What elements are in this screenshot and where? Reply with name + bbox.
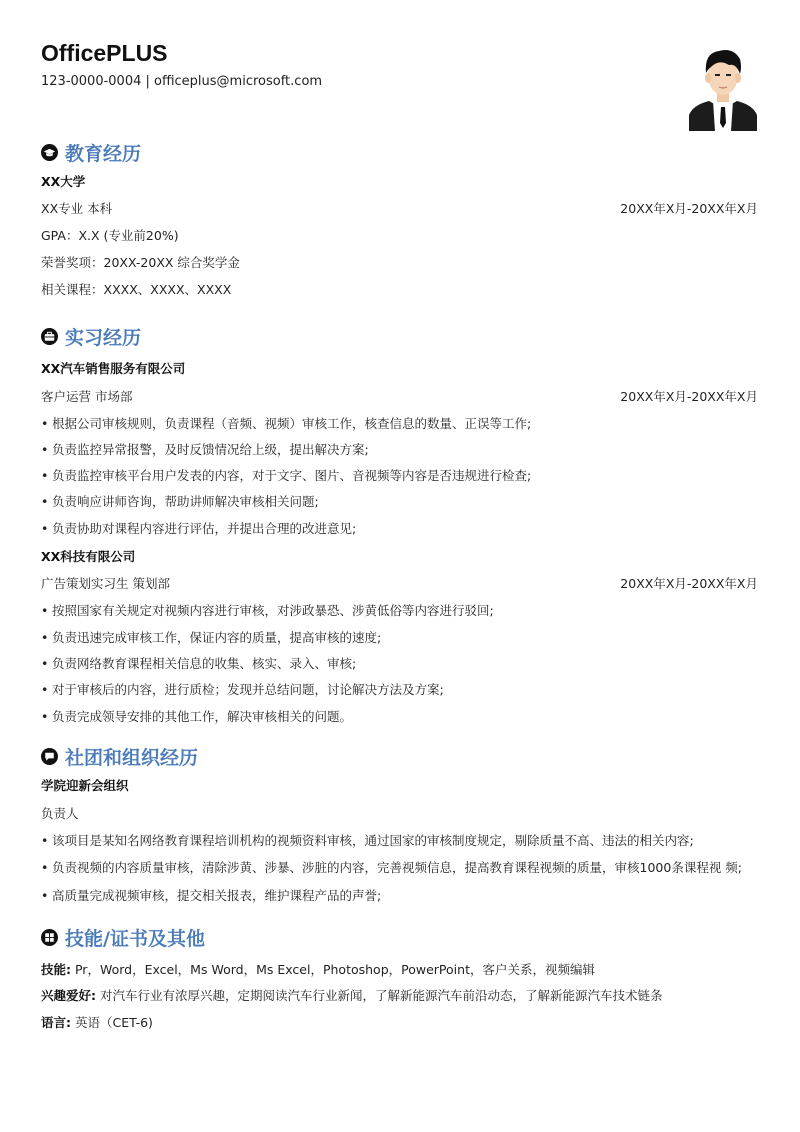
club-bullet: • 负责视频的内容质量审核，清除涉黄、涉暴、涉脏的内容，完善视频信息，提高教育课程视频的质量，审核1000条课程视 频; bbox=[41, 858, 742, 876]
job-bullet: • 根据公司审核规则，负责课程（音频、视频）审核工作，核查信息的数量、正误等工作; bbox=[41, 414, 531, 432]
language-value: 英语（CET-6) bbox=[74, 1015, 153, 1030]
job-bullet: • 负责监控审核平台用户发表的内容，对于文字、图片、音视频等内容是否违规进行检查; bbox=[41, 466, 531, 484]
section-club bbox=[41, 743, 198, 770]
section-title-club: 社团和组织经历 bbox=[65, 747, 199, 769]
job-bullet: • 负责迅速完成审核工作，保证内容的质量，提高审核的速度; bbox=[41, 628, 381, 646]
company-name: XX科技有限公司 bbox=[41, 549, 136, 564]
job-role: 广告策划实习生 策划部 bbox=[41, 576, 170, 591]
skills-value: Pr，Word，Excel，Ms Word，Ms Excel，Photoshop，PowerPoint，客户关系，视频编辑 bbox=[74, 962, 595, 977]
hobby-line bbox=[41, 986, 663, 1004]
education-date: 20XX年X月-20XX年X月 bbox=[620, 201, 758, 216]
skills-line bbox=[41, 960, 595, 978]
contact-info: 123-0000-0004 | officeplus@microsoft.com bbox=[41, 74, 323, 89]
language-label: 语言: bbox=[41, 1015, 71, 1030]
gpa: GPA：X.X (专业前20%) bbox=[41, 228, 179, 243]
hobby-value: 对汽车行业有浓厚兴趣，定期阅读汽车行业新闻，了解新能源汽车前沿动态，了解新能源汽车技术链条 bbox=[99, 988, 663, 1003]
job-bullet: • 对于审核后的内容，进行质检；发现并总结问题，讨论解决方法及方案; bbox=[41, 680, 444, 698]
chat-bubble-icon bbox=[41, 748, 58, 765]
graduation-cap-icon bbox=[41, 144, 58, 161]
candidate-name: OfficePLUS bbox=[41, 40, 168, 66]
job-bullet: • 负责网络教育课程相关信息的收集、核实、录入、审核; bbox=[41, 654, 356, 672]
language-line bbox=[41, 1013, 153, 1031]
section-title-internship: 实习经历 bbox=[65, 327, 142, 349]
club-bullet: • 高质量完成视频审核，提交相关报表，维护课程产品的声誉; bbox=[41, 886, 381, 904]
section-education bbox=[41, 139, 141, 166]
avatar bbox=[689, 43, 757, 131]
section-title-education: 教育经历 bbox=[65, 143, 142, 165]
skills-label: 技能: bbox=[41, 962, 71, 977]
job-date: 20XX年X月-20XX年X月 bbox=[620, 389, 758, 404]
job-bullet: • 负责协助对课程内容进行评估，并提出合理的改进意见; bbox=[41, 519, 356, 537]
job-bullet: • 负责完成领导安排的其他工作，解决审核相关的问题。 bbox=[41, 707, 352, 725]
org-name: 学院迎新会组织 bbox=[41, 778, 129, 793]
company-name: XX汽车销售服务有限公司 bbox=[41, 361, 186, 376]
section-internship bbox=[41, 323, 141, 350]
briefcase-icon bbox=[41, 328, 58, 345]
courses: 相关课程：XXXX、XXXX、XXXX bbox=[41, 282, 232, 297]
org-role: 负责人 bbox=[41, 806, 79, 821]
job-bullet: • 按照国家有关规定对视频内容进行审核，对涉政暴恐、涉黄低俗等内容进行驳回; bbox=[41, 601, 494, 619]
job-date: 20XX年X月-20XX年X月 bbox=[620, 576, 758, 591]
section-skills bbox=[41, 924, 205, 951]
grid-icon bbox=[41, 929, 58, 946]
job-role: 客户运营 市场部 bbox=[41, 389, 133, 404]
honors: 荣誉奖项：20XX-20XX 综合奖学金 bbox=[41, 255, 240, 270]
job-bullet: • 负责监控异常报警，及时反馈情况给上级，提出解决方案; bbox=[41, 440, 369, 458]
section-title-skills: 技能/证书及其他 bbox=[65, 928, 205, 950]
job-bullet: • 负责响应讲师咨询，帮助讲师解决审核相关问题; bbox=[41, 492, 319, 510]
major-degree: XX专业 本科 bbox=[41, 201, 113, 216]
school-name: XX大学 bbox=[41, 174, 86, 189]
hobby-label: 兴趣爱好: bbox=[41, 988, 96, 1003]
club-bullet: • 该项目是某知名网络教育课程培训机构的视频资料审核，通过国家的审核制度规定，剔除质量不高、违法的相关内容; bbox=[41, 831, 694, 849]
